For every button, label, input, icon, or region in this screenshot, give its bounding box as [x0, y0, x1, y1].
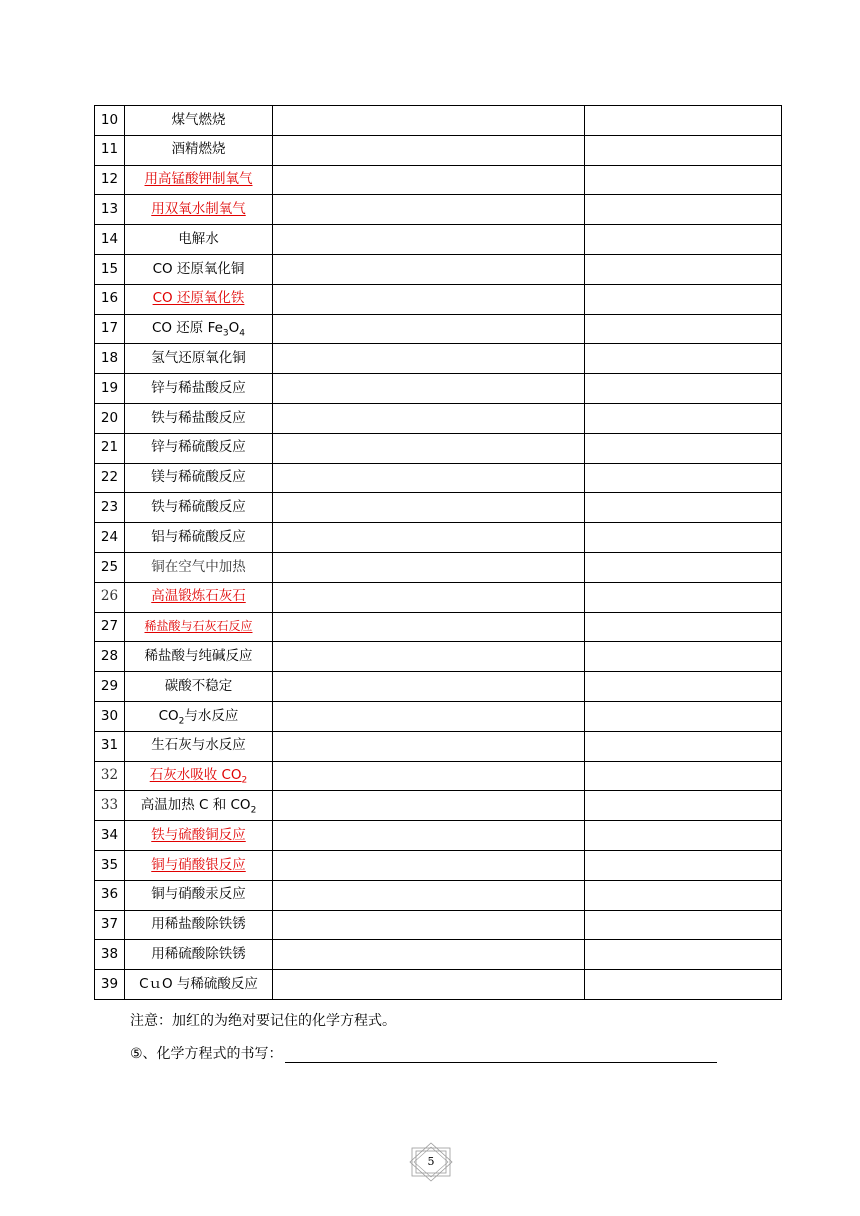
row-number: 32 — [95, 761, 125, 791]
reaction-name: 铜与硝酸汞反应 — [125, 880, 273, 910]
reaction-name: 用稀盐酸除铁锈 — [125, 910, 273, 940]
note-cell[interactable] — [585, 106, 782, 136]
row-number: 22 — [95, 463, 125, 493]
reaction-name: 铜在空气中加热 — [125, 552, 273, 582]
reaction-name: CO 还原 $Fe_3O_4$ — [125, 314, 273, 344]
row-number: 26 — [95, 582, 125, 612]
note-cell[interactable] — [585, 850, 782, 880]
note-cell[interactable] — [585, 761, 782, 791]
row-number: 28 — [95, 642, 125, 672]
reaction-name: CO 还原氧化铜 — [125, 254, 273, 284]
reaction-name: 铝与稀硫酸反应 — [125, 523, 273, 553]
table-row — [95, 970, 782, 1000]
reaction-name: 稀盐酸与纯碱反应 — [125, 642, 273, 672]
table-row — [95, 850, 782, 880]
table-row — [95, 195, 782, 225]
note-cell[interactable] — [585, 374, 782, 404]
equation-cell[interactable] — [273, 672, 585, 702]
reaction-name — [125, 821, 273, 851]
highlighted-reaction: 高温锻炼石灰石 — [151, 588, 246, 605]
equation-cell[interactable] — [273, 135, 585, 165]
equation-cell[interactable] — [273, 254, 585, 284]
highlighted-reaction: 铁与硫酸铜反应 — [151, 826, 246, 843]
row-number: 16 — [95, 284, 125, 314]
note-cell[interactable] — [585, 642, 782, 672]
reaction-name — [125, 850, 273, 880]
equation-cell[interactable] — [273, 731, 585, 761]
reaction-name: 锌与稀盐酸反应 — [125, 374, 273, 404]
equation-cell[interactable] — [273, 701, 585, 731]
equation-cell[interactable] — [273, 195, 585, 225]
equation-cell[interactable] — [273, 761, 585, 791]
table-row — [95, 135, 782, 165]
table-row — [95, 493, 782, 523]
row-number: 25 — [95, 552, 125, 582]
note-cell[interactable] — [585, 165, 782, 195]
row-number: 31 — [95, 731, 125, 761]
note-text: 注意：加红的为绝对要记住的化学方程式。 — [130, 1013, 396, 1029]
table-row — [95, 672, 782, 702]
table-row — [95, 612, 782, 642]
row-number: 17 — [95, 314, 125, 344]
reaction-name — [125, 582, 273, 612]
row-number: 10 — [95, 106, 125, 136]
section-label: ⑤、化学方程式的书写： — [130, 1046, 283, 1062]
table-row — [95, 910, 782, 940]
table-row — [95, 791, 782, 821]
table-row — [95, 523, 782, 553]
table-row — [95, 821, 782, 851]
reaction-name: 高温加热 C 和 $CO_2$ — [125, 791, 273, 821]
highlighted-reaction: 稀盐酸与石灰石反应 — [144, 619, 253, 634]
equation-cell[interactable] — [273, 940, 585, 970]
equation-cell[interactable] — [273, 344, 585, 374]
reaction-name: 电解水 — [125, 225, 273, 255]
row-number: 13 — [95, 195, 125, 225]
row-number: 24 — [95, 523, 125, 553]
table-row — [95, 880, 782, 910]
note-cell[interactable] — [585, 552, 782, 582]
note-cell[interactable] — [585, 791, 782, 821]
note-cell[interactable] — [585, 284, 782, 314]
reaction-name: 氢气还原氧化铜 — [125, 344, 273, 374]
row-number: 11 — [95, 135, 125, 165]
table-row — [95, 165, 782, 195]
equation-cell[interactable] — [273, 791, 585, 821]
reaction-name — [125, 165, 273, 195]
note-cell[interactable] — [585, 940, 782, 970]
row-number: 34 — [95, 821, 125, 851]
equation-cell[interactable] — [273, 284, 585, 314]
row-number: 29 — [95, 672, 125, 702]
equation-cell[interactable] — [273, 463, 585, 493]
note-cell[interactable] — [585, 314, 782, 344]
equation-cell[interactable] — [273, 493, 585, 523]
highlighted-reaction: 用双氧水制氧气 — [151, 201, 246, 218]
table-row — [95, 642, 782, 672]
row-number: 35 — [95, 850, 125, 880]
highlighted-reaction: CO 还原氧化铁 — [152, 290, 245, 307]
reaction-name: 锌与稀硫酸反应 — [125, 433, 273, 463]
equation-cell[interactable] — [273, 582, 585, 612]
note-cell[interactable] — [585, 701, 782, 731]
equation-cell[interactable] — [273, 642, 585, 672]
note-cell[interactable] — [585, 523, 782, 553]
note-cell[interactable] — [585, 672, 782, 702]
equation-cell[interactable] — [273, 552, 585, 582]
row-number: 14 — [95, 225, 125, 255]
note-cell[interactable] — [585, 433, 782, 463]
equation-cell[interactable] — [273, 433, 585, 463]
note-cell[interactable] — [585, 880, 782, 910]
note-cell[interactable] — [585, 970, 782, 1000]
note-cell[interactable] — [585, 731, 782, 761]
reaction-name: 生石灰与水反应 — [125, 731, 273, 761]
note-cell[interactable] — [585, 344, 782, 374]
note-cell[interactable] — [585, 195, 782, 225]
page-number — [408, 1142, 454, 1182]
page-number-text: 5 — [427, 1155, 435, 1168]
table-row — [95, 374, 782, 404]
highlighted-reaction: 石灰水吸收 $CO_2$ — [149, 767, 248, 786]
highlighted-reaction: 铜与硝酸银反应 — [151, 856, 246, 873]
equation-cell[interactable] — [273, 165, 585, 195]
row-number: 21 — [95, 433, 125, 463]
note-cell[interactable] — [585, 910, 782, 940]
row-number: 37 — [95, 910, 125, 940]
section-heading — [130, 1043, 717, 1063]
equation-cell[interactable] — [273, 523, 585, 553]
equation-cell[interactable] — [273, 225, 585, 255]
note-cell[interactable] — [585, 612, 782, 642]
row-number: 23 — [95, 493, 125, 523]
equation-cell[interactable] — [273, 880, 585, 910]
row-number: 20 — [95, 403, 125, 433]
equation-cell[interactable] — [273, 850, 585, 880]
table-row — [95, 701, 782, 731]
note-cell[interactable] — [585, 821, 782, 851]
table-row — [95, 731, 782, 761]
reaction-name: $CO_2$与水反应 — [125, 701, 273, 731]
reaction-name: 煤气燃烧 — [125, 106, 273, 136]
table-row — [95, 314, 782, 344]
table-row — [95, 761, 782, 791]
row-number: 38 — [95, 940, 125, 970]
reaction-name — [125, 195, 273, 225]
table-row — [95, 344, 782, 374]
row-number: 39 — [95, 970, 125, 1000]
note-cell[interactable] — [585, 254, 782, 284]
note-cell[interactable] — [585, 225, 782, 255]
reaction-name — [125, 761, 273, 791]
reactions-table — [94, 105, 782, 1000]
table-row — [95, 225, 782, 255]
table-row — [95, 552, 782, 582]
reaction-name: 镁与稀硫酸反应 — [125, 463, 273, 493]
highlighted-reaction: 用高锰酸钾制氧气 — [144, 171, 253, 188]
row-number: 27 — [95, 612, 125, 642]
note-cell[interactable] — [585, 403, 782, 433]
table-row — [95, 463, 782, 493]
reaction-name: 铁与稀硫酸反应 — [125, 493, 273, 523]
table-row — [95, 940, 782, 970]
reaction-name — [125, 612, 273, 642]
row-number: 15 — [95, 254, 125, 284]
equation-cell[interactable] — [273, 970, 585, 1000]
note-cell[interactable] — [585, 493, 782, 523]
reaction-name: 铁与稀盐酸反应 — [125, 403, 273, 433]
equation-cell[interactable] — [273, 106, 585, 136]
table-row — [95, 582, 782, 612]
equation-cell[interactable] — [273, 374, 585, 404]
note-cell[interactable] — [585, 463, 782, 493]
equation-cell[interactable] — [273, 910, 585, 940]
row-number: 19 — [95, 374, 125, 404]
reaction-name: 用稀硫酸除铁锈 — [125, 940, 273, 970]
reaction-name: CｕO 与稀硫酸反应 — [125, 970, 273, 1000]
table-row — [95, 403, 782, 433]
table-row — [95, 106, 782, 136]
equation-cell[interactable] — [273, 821, 585, 851]
table-row — [95, 284, 782, 314]
note-cell[interactable] — [585, 135, 782, 165]
row-number: 33 — [95, 791, 125, 821]
row-number: 18 — [95, 344, 125, 374]
row-number: 12 — [95, 165, 125, 195]
equation-cell[interactable] — [273, 403, 585, 433]
table-row — [95, 433, 782, 463]
reaction-name: 碳酸不稳定 — [125, 672, 273, 702]
reaction-name — [125, 284, 273, 314]
note-cell[interactable] — [585, 582, 782, 612]
fill-in-blank-line[interactable] — [285, 1046, 717, 1063]
reaction-name: 酒精燃烧 — [125, 135, 273, 165]
equation-cell[interactable] — [273, 314, 585, 344]
row-number: 36 — [95, 880, 125, 910]
table-row — [95, 254, 782, 284]
row-number: 30 — [95, 701, 125, 731]
equation-cell[interactable] — [273, 612, 585, 642]
